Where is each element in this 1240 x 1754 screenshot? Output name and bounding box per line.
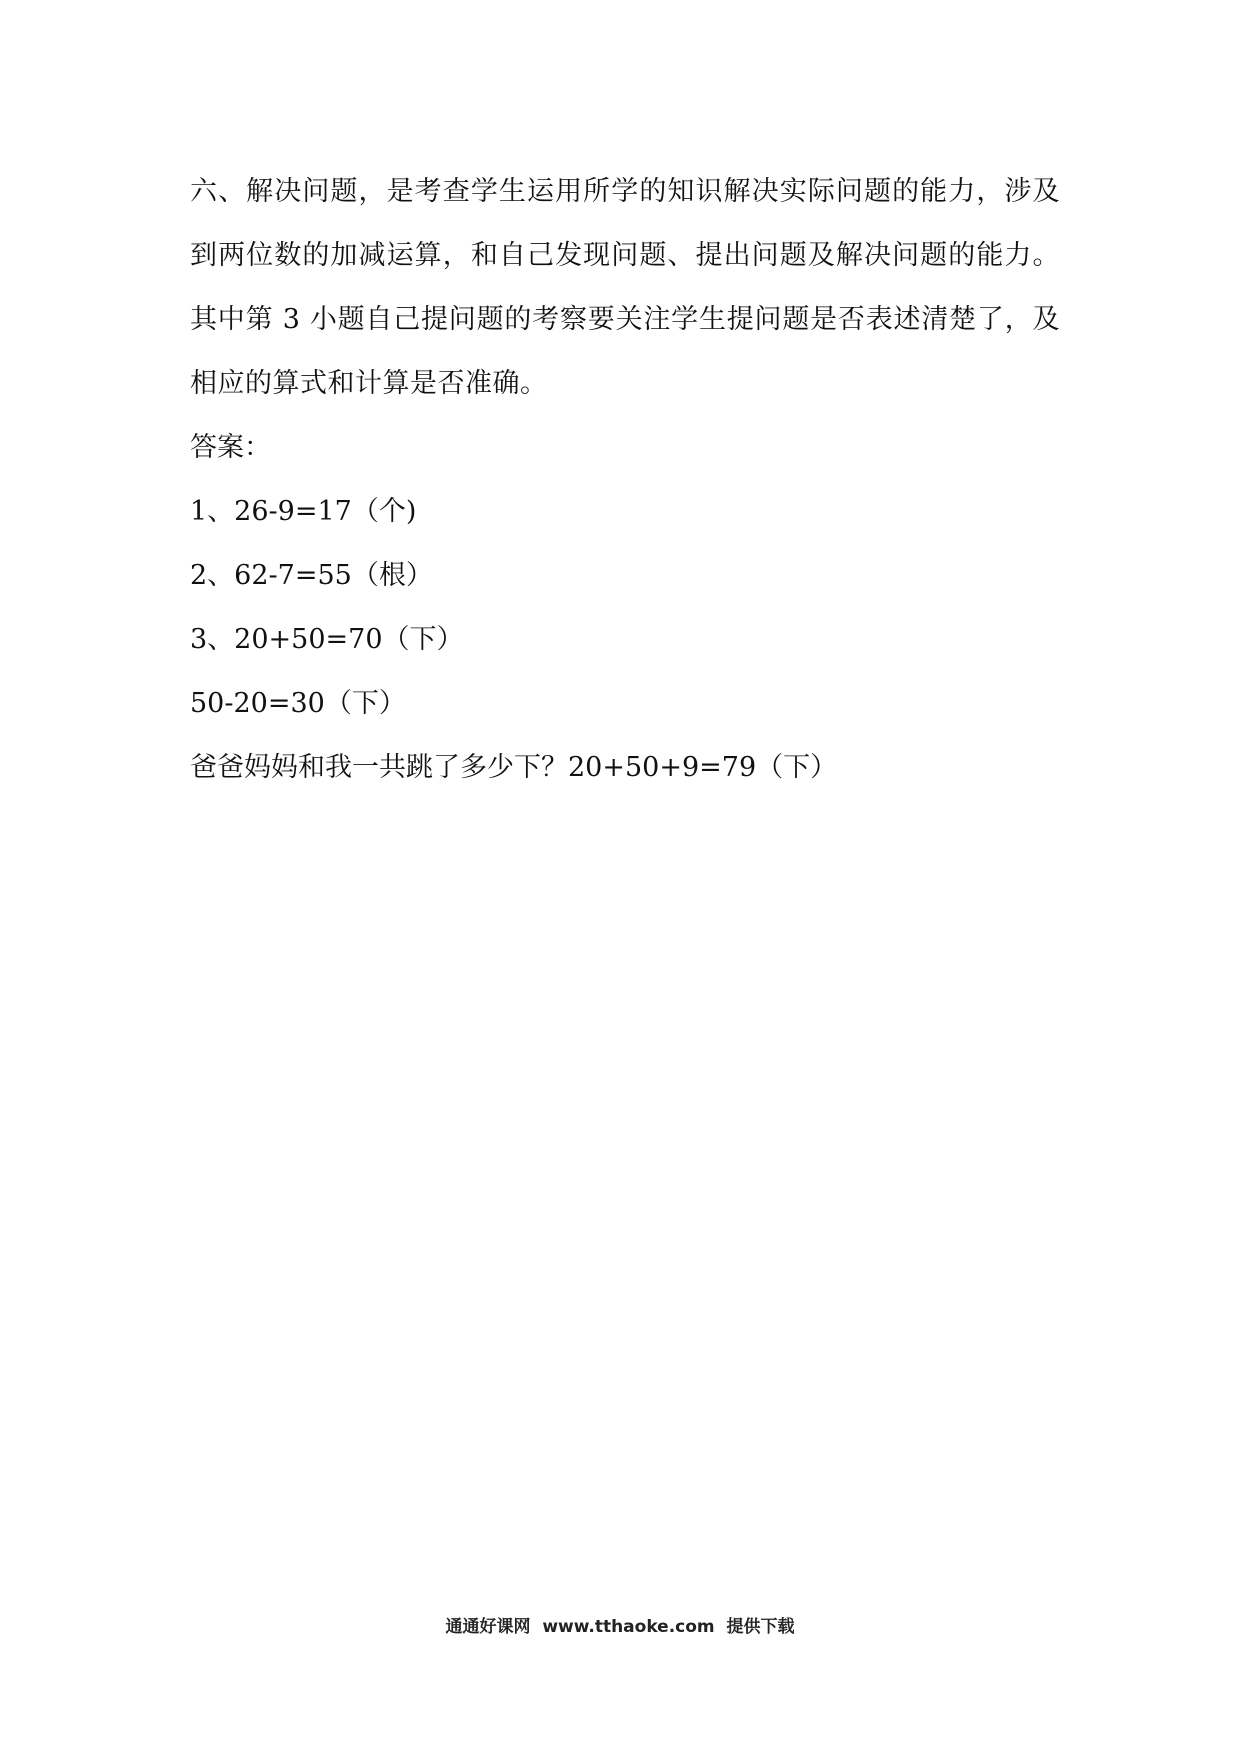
page-footer: 通通好课网 www.tthaoke.com 提供下载 bbox=[445, 1617, 795, 1637]
document-content bbox=[190, 160, 1060, 800]
section-six-paragraph: 六、解决问题，是考查学生运用所学的知识解决实际问题的能力，涉及到两位数的加减运算，和自己发现问题、提出问题及解决问题的能力。其中第 3 小题自己提问题的考察要关注学生提问题是否表述清楚了，及相应的算式和计算是否准确。 bbox=[190, 176, 1060, 399]
answer-line-4: 50-20=30（下） bbox=[190, 688, 406, 719]
answer-heading: 答案： bbox=[190, 432, 271, 463]
answer-line-5: 爸爸妈妈和我一共跳了多少下？20+50+9=79（下） bbox=[190, 752, 838, 783]
answer-line-3: 3、20+50=70（下） bbox=[190, 624, 464, 655]
answer-line-1: 1、26-9=17（个) bbox=[190, 496, 417, 527]
answer-line-2: 2、62-7=55（根） bbox=[190, 560, 433, 591]
